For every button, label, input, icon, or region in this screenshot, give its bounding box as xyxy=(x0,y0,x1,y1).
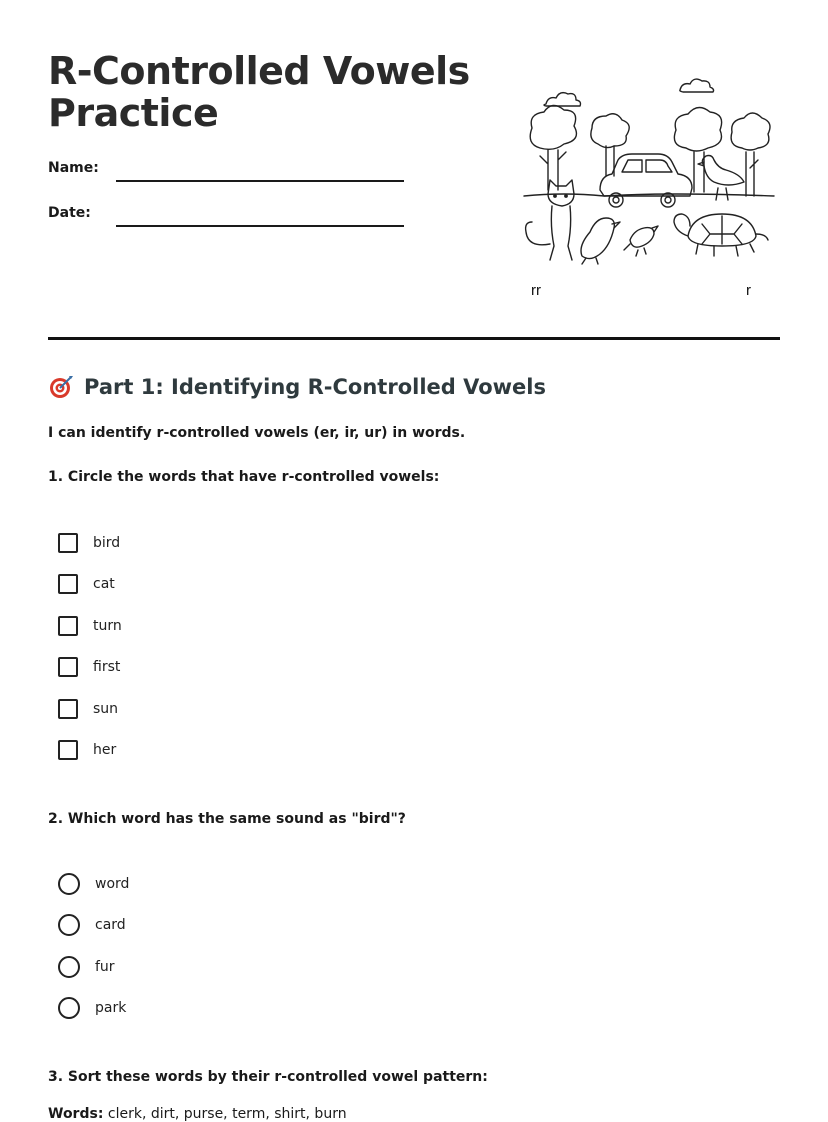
animals-park-illustration xyxy=(518,68,780,308)
word-bank-list: clerk, dirt, purse, term, shirt, burn xyxy=(107,1106,347,1122)
q2-option[interactable] xyxy=(58,913,126,937)
sort-word-bank xyxy=(48,1106,347,1122)
date-line[interactable] xyxy=(116,225,404,227)
q2-option[interactable] xyxy=(58,872,129,896)
checkbox[interactable] xyxy=(58,533,78,553)
section-divider xyxy=(48,337,780,340)
radio-button[interactable] xyxy=(58,956,80,978)
checkbox[interactable] xyxy=(58,699,78,719)
q1-option[interactable] xyxy=(58,614,122,638)
checkbox[interactable] xyxy=(58,574,78,594)
name-label: Name: xyxy=(48,160,99,176)
q1-option-label: sun xyxy=(93,701,119,717)
question-2-prompt: 2. Which word has the same sound as "bird"? xyxy=(48,811,406,827)
q1-option-label: bird xyxy=(93,535,121,551)
illustration-caption-left: rr xyxy=(531,282,541,299)
title-line-1: R-Controlled Vowels xyxy=(48,49,470,93)
q1-option-label: cat xyxy=(93,576,115,592)
q1-option[interactable] xyxy=(58,738,116,762)
checkbox[interactable] xyxy=(58,657,78,677)
title-line-2: Practice xyxy=(48,91,219,135)
q1-option[interactable] xyxy=(58,697,118,721)
part-1-heading xyxy=(48,374,546,400)
q1-option[interactable] xyxy=(58,572,115,596)
checkbox[interactable] xyxy=(58,740,78,760)
illustration-caption-right: r xyxy=(746,282,751,299)
date-label: Date: xyxy=(48,205,91,221)
q2-option[interactable] xyxy=(58,955,115,979)
q1-option-label: first xyxy=(93,659,121,675)
worksheet-title xyxy=(48,50,470,134)
question-3-prompt: 3. Sort these words by their r-controlled vowel pattern: xyxy=(48,1069,488,1085)
q1-option-label: her xyxy=(93,742,117,758)
q1-option[interactable] xyxy=(58,655,120,679)
name-line[interactable] xyxy=(116,180,404,182)
q2-option-label: card xyxy=(95,917,126,933)
learning-objective: I can identify r-controlled vowels (er, ir, ur) in words. xyxy=(48,425,466,441)
q2-option-label: park xyxy=(95,1000,127,1016)
radio-button[interactable] xyxy=(58,914,80,936)
q2-option-label: word xyxy=(95,876,130,892)
q2-option-label: fur xyxy=(95,959,115,975)
q2-option[interactable] xyxy=(58,996,126,1020)
radio-button[interactable] xyxy=(58,873,80,895)
q1-option[interactable] xyxy=(58,531,120,555)
q1-option-label: turn xyxy=(93,618,122,634)
part-1-heading-text: Part 1: Identifying R-Controlled Vowels xyxy=(84,375,546,399)
target-icon xyxy=(48,374,74,400)
word-bank-label: Words: xyxy=(48,1106,104,1122)
checkbox[interactable] xyxy=(58,616,78,636)
radio-button[interactable] xyxy=(58,997,80,1019)
question-1-prompt: 1. Circle the words that have r-controlled vowels: xyxy=(48,469,440,485)
